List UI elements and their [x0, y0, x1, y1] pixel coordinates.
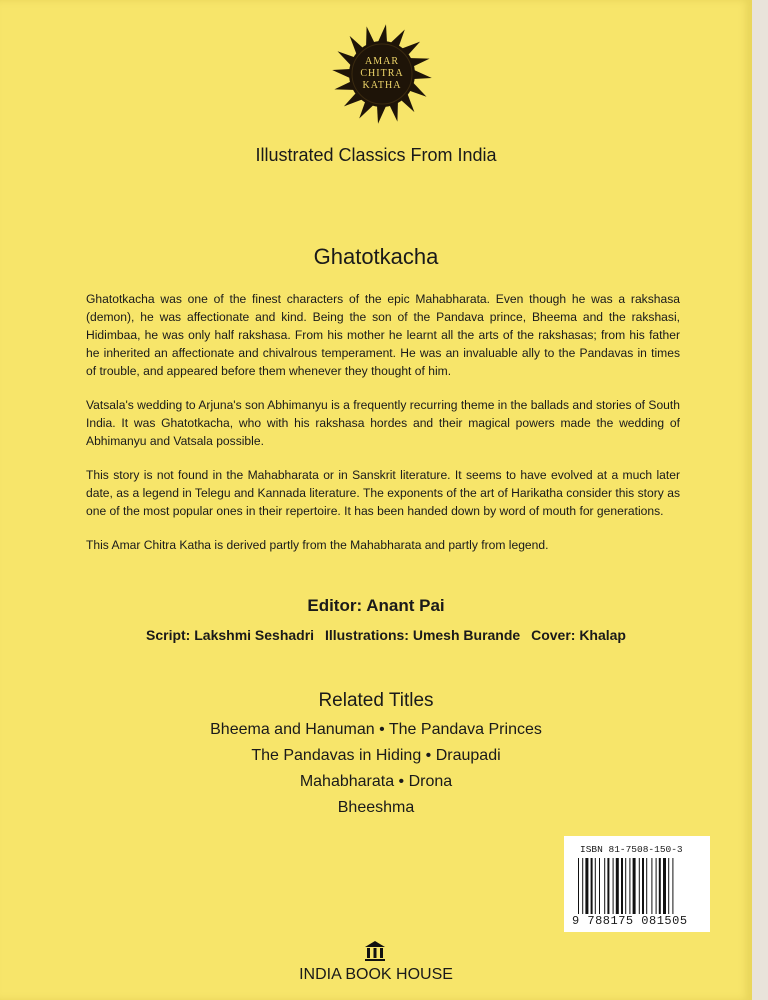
- ibh-logo-icon: [364, 940, 386, 962]
- barcode-bar: [672, 858, 673, 914]
- barcode-bar: [656, 858, 657, 914]
- barcode-bar: [604, 858, 605, 914]
- barcode-bar: [651, 858, 652, 914]
- script-credit: Script: Lakshmi Seshadri: [146, 627, 315, 643]
- barcode-bar: [646, 858, 647, 914]
- logo-line-1: AMAR: [364, 56, 399, 67]
- barcode-bar: [616, 858, 619, 914]
- barcode-bar: [629, 858, 630, 914]
- related-titles-heading: Related Titles: [318, 690, 434, 711]
- barcode-bar: [663, 858, 666, 914]
- series-tagline: Illustrated Classics From India: [255, 145, 497, 165]
- logo-line-3: KATHA: [362, 80, 402, 91]
- barcode-bar: [585, 858, 588, 914]
- synopsis-paragraph-1: Ghatotkacha was one of the finest characters of the epic Mahabharata. Even though he was a rakshasa (demon), he was affectionate and kind. Being the son of the Pandava prince, Bheema and the rakshasi, Hidimbaa, he was only half rakshasa. From his mother he learnt all the arts of the rakshasas; from his father he inherited an affectionate and chivalrous temperament. He was an invaluable ally to the Pandavas in times of trouble, and appeared before them whenever they thought of him.: [86, 292, 680, 378]
- synopsis-paragraph-2: Vatsala's wedding to Arjuna's son Abhimanyu is a frequently recurring theme in the ballads and stories of South India. It was Ghatotkacha, who with his rakshasa hordes and their magical powers made the wedding of Abhimanyu and Vatsala possible.: [86, 398, 680, 448]
- related-titles-line-1: Bheema and Hanuman • The Pandava Princes: [210, 721, 542, 738]
- amar-chitra-katha-logo: [330, 22, 434, 126]
- related-titles-line-3: Mahabharata • Drona: [299, 773, 453, 790]
- barcode-bar: [582, 858, 583, 914]
- synopsis-paragraph-4: This Amar Chitra Katha is derived partly from the Mahabharata and partly from legend.: [86, 538, 549, 552]
- barcode-bar: [639, 858, 640, 914]
- ean-number: 9 788175 081505: [572, 914, 688, 928]
- barcode-bar: [633, 858, 636, 914]
- logo-text: [330, 22, 434, 126]
- barcode-bar: [659, 858, 661, 914]
- publisher-name: INDIA BOOK HOUSE: [299, 966, 453, 983]
- barcode-label: [564, 836, 710, 932]
- synopsis-paragraph-3: This story is not found in the Mahabharata or in Sanskrit literature. It seems to have evolved at a much later date, as a legend in Telegu and Kannada literature. The exponents of the art of Harikatha consider this story as one of the most popular ones in their repertoire. It has been handed down by word of mouth for generations.: [86, 468, 680, 518]
- logo-line-2: CHITRA: [360, 68, 404, 79]
- barcode-bars: [576, 858, 700, 914]
- barcode-bar: [625, 858, 626, 914]
- barcode-bar: [613, 858, 614, 914]
- related-titles-line-2: The Pandavas in Hiding • Draupadi: [251, 747, 501, 764]
- barcode-bar: [642, 858, 644, 914]
- isbn-number: ISBN 81-7508-150-3: [580, 844, 683, 855]
- barcode-bar: [668, 858, 669, 914]
- barcode-bar: [607, 858, 609, 914]
- barcode-bar: [591, 858, 593, 914]
- editor-credit: Editor: Anant Pai: [307, 596, 445, 615]
- barcode-bar: [578, 858, 579, 914]
- barcode-bar: [595, 858, 596, 914]
- illustrations-credit: Illustrations: Umesh Burande: [324, 627, 521, 643]
- barcode-bar: [621, 858, 623, 914]
- book-title: Ghatotkacha: [313, 244, 439, 269]
- related-titles-list: [0, 717, 752, 821]
- synopsis: [86, 290, 680, 570]
- related-titles-line-4: Bheeshma: [337, 799, 415, 816]
- credits-line: [146, 627, 626, 643]
- barcode-bar: [599, 858, 600, 914]
- cover-credit: Cover: Khalap: [531, 627, 626, 643]
